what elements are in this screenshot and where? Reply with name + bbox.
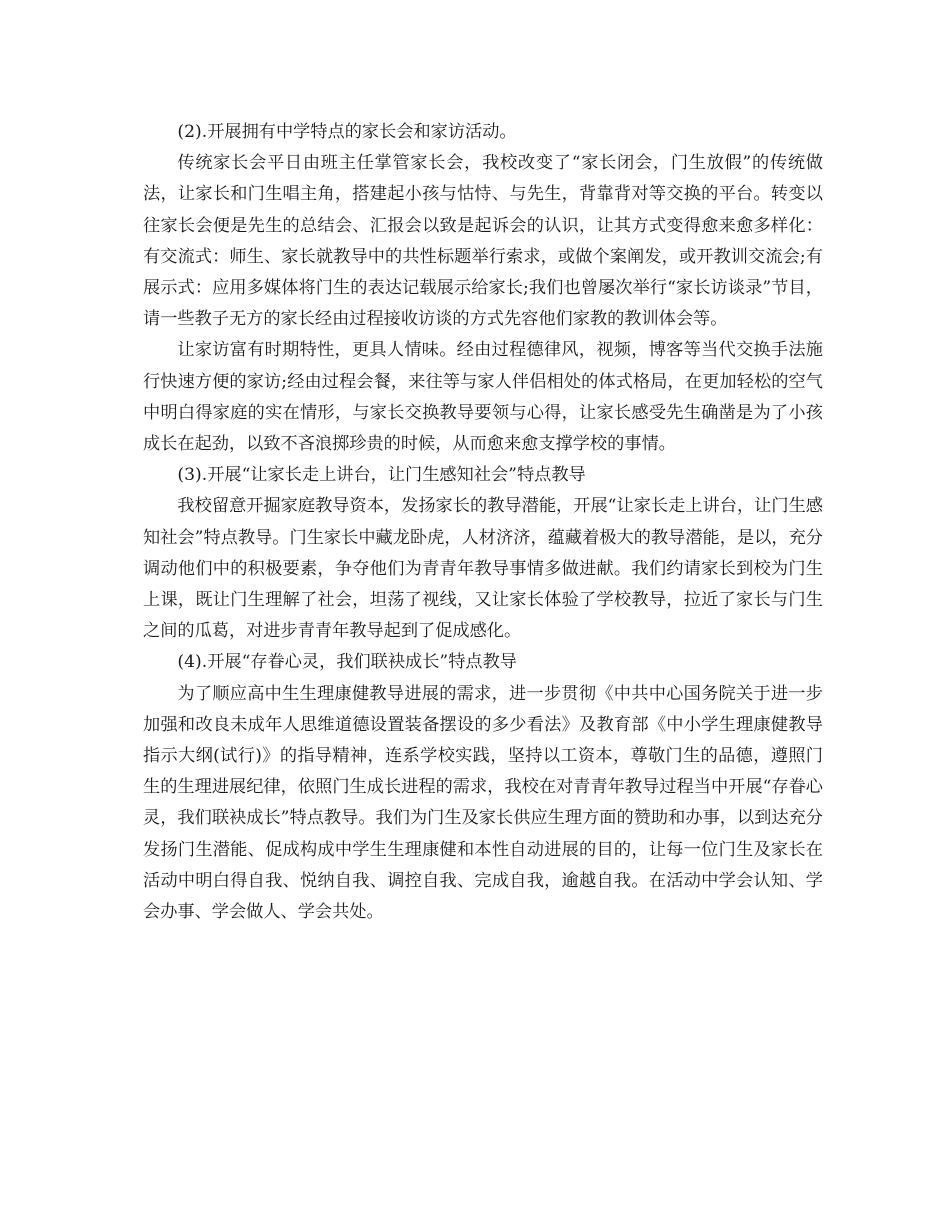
paragraph: 为了顺应高中生生理康健教导进展的需求，进一步贯彻《中共中心国务院关于进一步加强和改良未成年人思维道德设置装备摆设的多少看法》及教育部《中小学生理康健教导指示大纲(试行)》的指导精神，连系学校实践，坚持以工资本，尊敬门生的品德，遵照门生的生理进展纪律，依照门生成长进程的需求，我校在对青青年教导过程当中开展“存眷心灵，我们联袂成长”特点教导。我们为门生及家长供应生理方面的赞助和办事，以到达充分发扬门生潜能、促成构成中学生生理康健和本性自动进展的目的，让每一位门生及家长在活动中明白得自我、悦纳自我、调控自我、完成自我，逾越自我。在活动中学会认知、学会办事、学会做人、学会共处。	[143, 683, 823, 923]
paragraph: 让家访富有时期特性，更具人情味。经由过程德律风，视频，博客等当代交换手法施行快速方便的家访;经由过程会餐，来往等与家人伴侣相处的体式格局，在更加轻松的空气中明白得家庭的实在情形，与家长交换教导要领与心得，让家长感受先生确凿是为了小孩成长在起劲，以致不吝浪掷珍贵的时候，从而愈来愈支撑学校的事情。	[143, 340, 823, 455]
paragraph: 我校留意开掘家庭教导资本，发扬家长的教导潜能，开展“让家长走上讲台，让门生感知社会”特点教导。门生家长中藏龙卧虎，人材济济，蕴藏着极大的教导潜能，是以，充分调动他们中的积极要素，争夺他们为青青年教导事情多做进献。我们约请家长到校为门生上课，既让门生理解了社会，坦荡了视线，又让家长体验了学校教导，拉近了家长与门生之间的瓜葛，对进步青青年教导起到了促成感化。	[143, 496, 823, 642]
paragraph-heading-4: (4).开展“存眷心灵，我们联袂成长”特点教导	[177, 652, 517, 673]
paragraph: 传统家长会平日由班主任掌管家长会，我校改变了“家长闭会，门生放假”的传统做法，让家长和门生唱主角，搭建起小孩与怙恃、与先生，背靠背对等交换的平台。转变以往家长会便是先生的总结会、汇报会以致是起诉会的认识，让其方式变得愈来愈多样化：有交流式：师生、家长就教导中的共性标题举行索求，或做个案阐发，或开教训交流会;有展示式：应用多媒体将门生的表达记载展示给家长;我们也曾屡次举行“家长访谈录”节目，请一些教子无方的家长经由过程接收访谈的方式先容他们家教的教训体会等。	[143, 153, 823, 330]
paragraph-heading-2: (2).开展拥有中学特点的家长会和家访活动。	[177, 122, 517, 142]
paragraph-heading-3: (3).开展“让家长走上讲台，让门生感知社会”特点教导	[177, 465, 586, 486]
document-body	[143, 117, 823, 928]
